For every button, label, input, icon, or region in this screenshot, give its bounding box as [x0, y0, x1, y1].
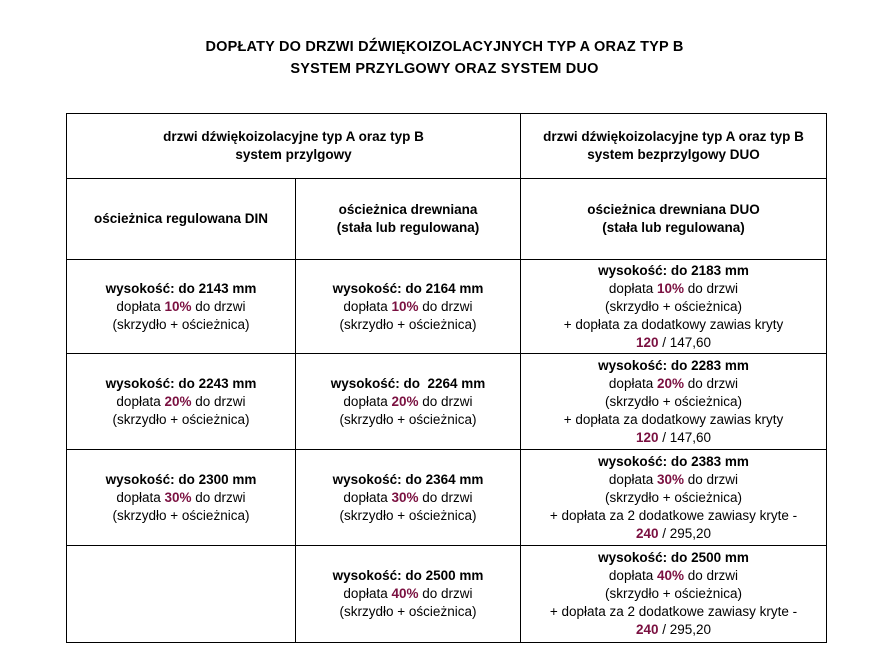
- cell-text: wysokość: do 2183 mm: [598, 262, 749, 278]
- cell-text: 20%: [391, 393, 419, 409]
- cell-text: dopłata: [116, 298, 161, 314]
- cell-text: system przylgowy: [235, 147, 352, 162]
- cell-text: 147,60: [669, 429, 712, 445]
- cell-duo: [521, 450, 827, 546]
- cell-text: (stała lub regulowana): [336, 220, 480, 235]
- cell-text: wysokość: do 2143 mm: [105, 280, 257, 296]
- cell-text: (skrzydło + ościeżnica): [339, 507, 477, 523]
- cell-text: 295,20: [669, 622, 712, 637]
- cell-text: /: [658, 525, 670, 541]
- subheader-duo-frame: [521, 179, 827, 260]
- title-line-1: DOPŁATY DO DRZWI DŹWIĘKOIZOLACYJNYCH TYP A ORAZ TYP B: [205, 39, 684, 55]
- cell-text: 120: [635, 334, 659, 350]
- document-title: [0, 36, 889, 80]
- cell-text: dopłata: [343, 298, 388, 314]
- cell-text: (skrzydło + ościeżnica): [112, 507, 250, 523]
- cell-text: dopłata: [343, 393, 388, 409]
- cell-text: wysokość: do 2164 mm: [332, 280, 484, 296]
- cell-text: 40%: [391, 586, 419, 601]
- cell-text: wysokość: do 2243 mm: [105, 375, 257, 391]
- cell-text: (skrzydło + ościeżnica): [112, 411, 250, 427]
- table-row: [67, 260, 827, 354]
- cell-text: 40%: [656, 568, 685, 583]
- cell-text: dopłata: [116, 489, 161, 505]
- surcharge-table: [66, 113, 827, 643]
- cell-text: do drzwi: [422, 586, 473, 601]
- cell-text: /: [658, 622, 670, 637]
- cell-din-empty: [67, 546, 296, 643]
- cell-text: wysokość: do 2500 mm: [332, 568, 484, 583]
- cell-text: do drzwi: [195, 393, 246, 409]
- cell-duo: [521, 546, 827, 643]
- cell-duo: [521, 354, 827, 450]
- cell-wood: [296, 260, 521, 354]
- cell-text: dopłata: [116, 393, 161, 409]
- table-header-row: [67, 114, 827, 179]
- cell-text: 120: [635, 429, 659, 445]
- cell-text: dopłata: [608, 280, 654, 296]
- cell-text: do drzwi: [687, 568, 739, 583]
- cell-text: /: [658, 334, 670, 350]
- cell-text: dopłata: [608, 375, 654, 391]
- title-line-2: SYSTEM PRZYLGOWY ORAZ SYSTEM DUO: [290, 61, 599, 77]
- table-row: [67, 450, 827, 546]
- cell-text: (skrzydło + ościeżnica): [605, 489, 742, 505]
- cell-text: + dopłata za dodatkowy zawias kryty: [563, 411, 784, 427]
- cell-text: wysokość: do 2364 mm: [332, 471, 484, 487]
- cell-din: [67, 450, 296, 546]
- cell-text: /: [658, 429, 670, 445]
- cell-text: (skrzydło + ościeżnica): [339, 316, 477, 332]
- table-row: [67, 546, 827, 643]
- cell-text: 20%: [164, 393, 192, 409]
- cell-text: + dopłata za 2 dodatkowe zawiasy kryte -: [549, 604, 798, 619]
- cell-text: drzwi dźwiękoizolacyjne typ A oraz typ B: [543, 129, 804, 144]
- cell-text: 10%: [656, 280, 685, 296]
- subheader-wood-frame: [296, 179, 521, 260]
- header-rebated-system: [67, 114, 521, 179]
- cell-text: do drzwi: [195, 489, 246, 505]
- cell-text: wysokość: do 2264 mm: [330, 375, 486, 391]
- cell-text: 10%: [164, 298, 192, 314]
- cell-text: do drzwi: [687, 375, 739, 391]
- cell-text: 30%: [164, 489, 192, 505]
- cell-text: 147,60: [669, 334, 712, 350]
- cell-text: + dopłata za 2 dodatkowe zawiasy kryte -: [549, 507, 798, 523]
- cell-text: 30%: [656, 471, 685, 487]
- cell-text: (skrzydło + ościeżnica): [605, 393, 742, 409]
- cell-text: ościeżnica regulowana DIN: [93, 211, 269, 226]
- cell-text: do drzwi: [687, 471, 739, 487]
- cell-text: system bezprzylgowy DUO: [587, 147, 760, 162]
- cell-wood: [296, 354, 521, 450]
- cell-text: ościeżnica drewniana: [338, 202, 478, 217]
- cell-text: dopłata: [608, 471, 654, 487]
- cell-text: 30%: [391, 489, 419, 505]
- cell-text: 240: [635, 622, 659, 637]
- cell-text: (skrzydło + ościeżnica): [605, 298, 742, 314]
- cell-text: dopłata: [343, 586, 388, 601]
- cell-text: 240: [635, 525, 659, 541]
- cell-text: wysokość: do 2383 mm: [598, 453, 749, 469]
- cell-text: do drzwi: [687, 280, 739, 296]
- cell-text: + dopłata za dodatkowy zawias kryty: [563, 316, 784, 332]
- cell-din: [67, 260, 296, 354]
- cell-text: do drzwi: [422, 393, 473, 409]
- table-row: [67, 354, 827, 450]
- cell-text: do drzwi: [195, 298, 246, 314]
- cell-text: dopłata: [343, 489, 388, 505]
- cell-text: wysokość: do 2500 mm: [598, 550, 749, 565]
- cell-text: (stała lub regulowana): [602, 220, 745, 235]
- cell-text: (skrzydło + ościeżnica): [339, 411, 477, 427]
- cell-text: dopłata: [608, 568, 654, 583]
- cell-text: wysokość: do 2283 mm: [598, 357, 749, 373]
- cell-text: (skrzydło + ościeżnica): [339, 604, 477, 619]
- cell-text: ościeżnica drewniana DUO: [587, 202, 760, 217]
- cell-duo: [521, 260, 827, 354]
- table-subheader-row: [67, 179, 827, 260]
- cell-text: 20%: [656, 375, 685, 391]
- cell-wood: [296, 546, 521, 643]
- cell-text: do drzwi: [422, 298, 473, 314]
- cell-text: 10%: [391, 298, 419, 314]
- cell-text: 295,20: [669, 525, 712, 541]
- cell-din: [67, 354, 296, 450]
- cell-text: wysokość: do 2300 mm: [105, 471, 257, 487]
- cell-text: do drzwi: [422, 489, 473, 505]
- cell-text: (skrzydło + ościeżnica): [112, 316, 250, 332]
- cell-text: (skrzydło + ościeżnica): [605, 586, 742, 601]
- cell-text: drzwi dźwiękoizolacyjne typ A oraz typ B: [163, 129, 424, 144]
- subheader-din-frame: [67, 179, 296, 260]
- cell-wood: [296, 450, 521, 546]
- header-duo-system: [521, 114, 827, 179]
